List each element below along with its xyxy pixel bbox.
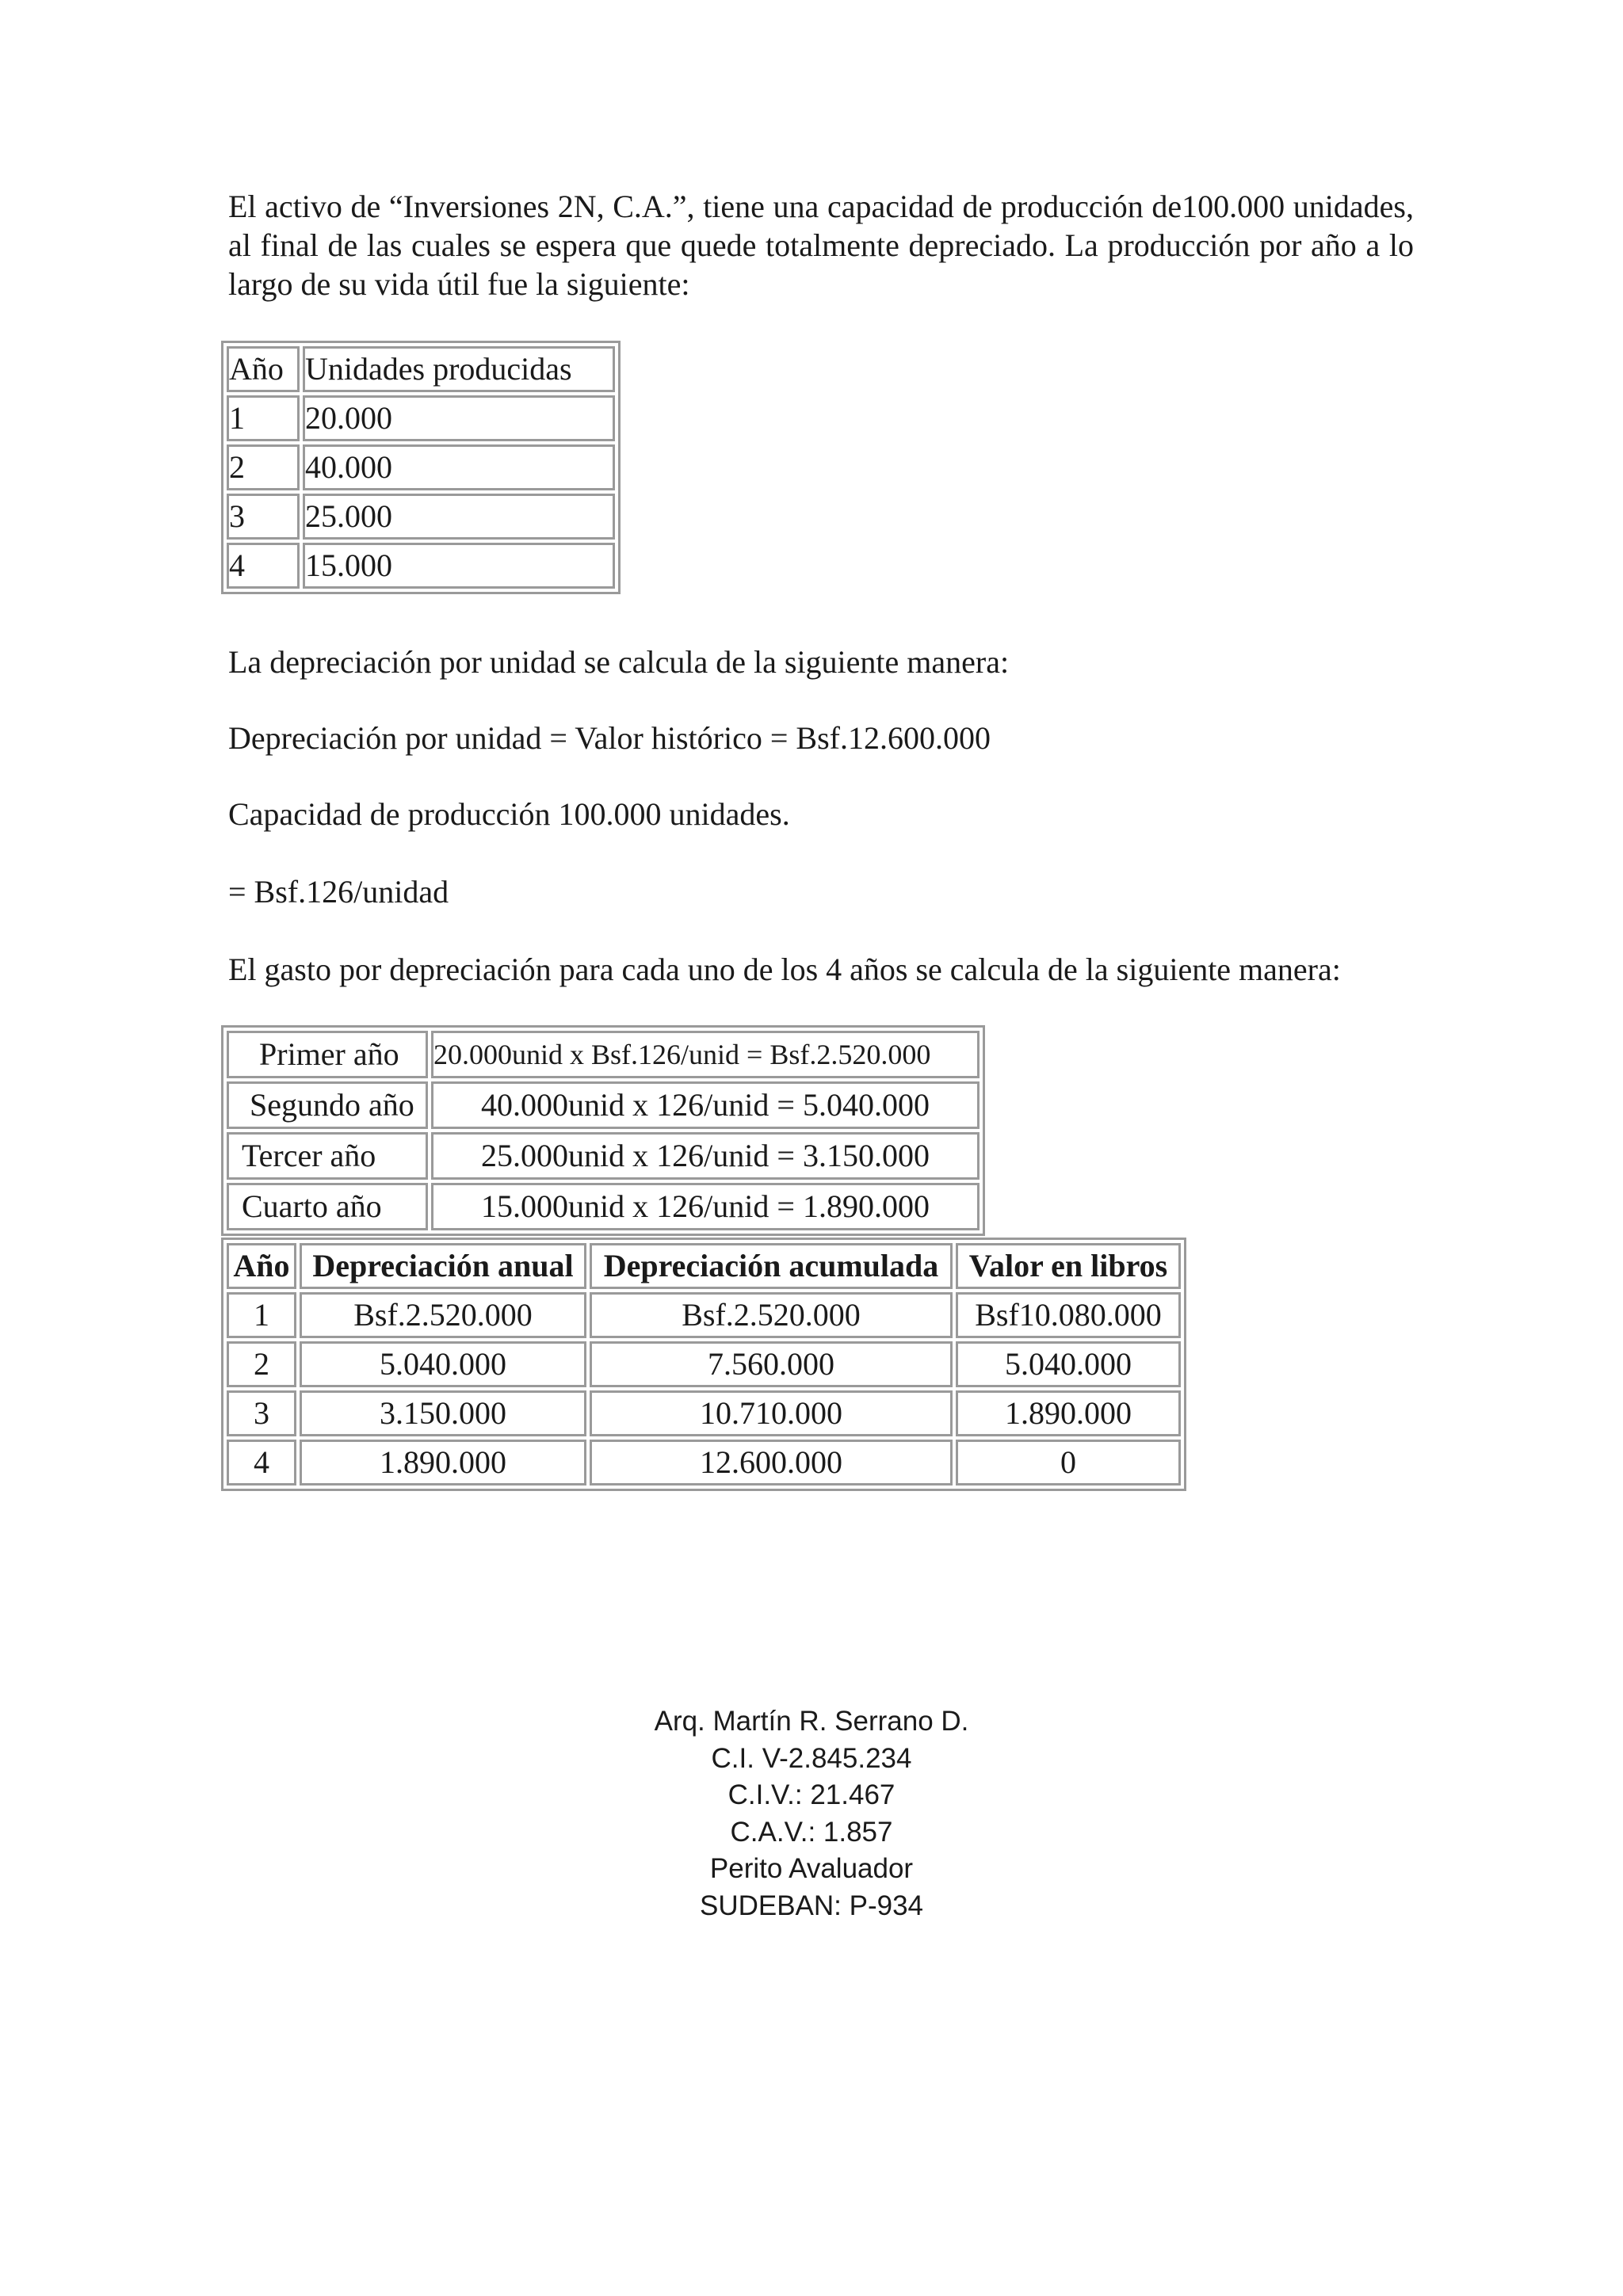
unit-rate-text: = Bsf.126/unidad: [228, 874, 449, 910]
signature-sudeban: SUDEBAN: P-934: [699, 1890, 924, 1921]
production-table: [221, 341, 621, 594]
annual-expense-intro-text: El gasto por depreciación para cada uno de los 4 años se calcula de la siguiente manera:: [228, 952, 1341, 987]
cell-annual-depreciation: 5.040.000: [300, 1341, 586, 1387]
cell-year: 3: [227, 1390, 296, 1436]
signature-id: C.I. V-2.845.234: [711, 1742, 912, 1774]
cell-units: 40.000: [303, 444, 615, 490]
table-row: [227, 543, 615, 589]
signature-block: [0, 1703, 1623, 1924]
cell-year: 4: [227, 543, 300, 589]
table-row: [227, 1341, 1181, 1387]
cell-annual-depreciation: Bsf.2.520.000: [300, 1292, 586, 1338]
header-cell-year: Año: [227, 346, 300, 392]
header-cell-accumulated-depreciation: Depreciación acumulada: [590, 1243, 953, 1289]
cell-year-label: Segundo año: [227, 1081, 428, 1129]
cell-book-value: 5.040.000: [956, 1341, 1181, 1387]
capacity-text: Capacidad de producción 100.000 unidades.: [228, 796, 790, 832]
signature-cav: C.A.V.: 1.857: [730, 1816, 893, 1848]
cell-year: 1: [227, 1292, 296, 1338]
depreciation-formula-text: Depreciación por unidad = Valor histórico = Bsf.12.600.000: [228, 720, 991, 756]
table-row: [227, 1440, 1181, 1486]
header-cell-units: Unidades producidas: [303, 346, 615, 392]
cell-year-label: Cuarto año: [227, 1183, 428, 1230]
table-row: [227, 1132, 980, 1180]
table-row: [227, 1183, 980, 1230]
cell-calculation: 20.000unid x Bsf.126/unid = Bsf.2.520.000: [431, 1031, 980, 1078]
signature-title: Perito Avaluador: [709, 1853, 914, 1884]
signature-name: Arq. Martín R. Serrano D.: [654, 1706, 969, 1737]
table-row: [227, 1292, 1181, 1338]
header-cell-year: Año: [227, 1243, 296, 1289]
table-header-row: [227, 1243, 1181, 1289]
cell-units: 15.000: [303, 543, 615, 589]
cell-accumulated-depreciation: 7.560.000: [590, 1341, 953, 1387]
signature-civ: C.I.V.: 21.467: [727, 1779, 896, 1810]
cell-year: 3: [227, 494, 300, 540]
cell-year: 4: [227, 1440, 296, 1486]
cell-book-value: Bsf10.080.000: [956, 1292, 1181, 1338]
cell-calculation: 40.000unid x 126/unid = 5.040.000: [431, 1081, 980, 1129]
depreciation-method-text: La depreciación por unidad se calcula de la siguiente manera:: [228, 644, 1010, 680]
cell-units: 25.000: [303, 494, 615, 540]
cell-book-value: 0: [956, 1440, 1181, 1486]
cell-units: 20.000: [303, 395, 615, 441]
cell-calculation: 15.000unid x 126/unid = 1.890.000: [431, 1183, 980, 1230]
cell-year: 1: [227, 395, 300, 441]
cell-annual-depreciation: 1.890.000: [300, 1440, 586, 1486]
cell-year-label: Primer año: [227, 1031, 428, 1078]
cell-accumulated-depreciation: 10.710.000: [590, 1390, 953, 1436]
table-row: [227, 1081, 980, 1129]
intro-paragraph: El activo de “Inversiones 2N, C.A.”, tiene una capacidad de producción de100.000 unidades, al final de las cuales se espera que quede totalmente depreciado. La producción por año a lo largo de su vida útil fue la siguiente:: [228, 189, 1414, 302]
cell-calculation: 25.000unid x 126/unid = 3.150.000: [431, 1132, 980, 1180]
header-cell-book-value: Valor en libros: [956, 1243, 1181, 1289]
cell-year: 2: [227, 1341, 296, 1387]
table-row: [227, 1031, 980, 1078]
cell-book-value: 1.890.000: [956, 1390, 1181, 1436]
annual-calculation-table: [221, 1025, 985, 1236]
depreciation-table: [221, 1238, 1186, 1491]
table-header-row: [227, 346, 615, 392]
cell-year-label: Tercer año: [227, 1132, 428, 1180]
table-row: [227, 395, 615, 441]
header-cell-annual-depreciation: Depreciación anual: [300, 1243, 586, 1289]
cell-accumulated-depreciation: Bsf.2.520.000: [590, 1292, 953, 1338]
table-row: [227, 494, 615, 540]
table-row: [227, 444, 615, 490]
cell-year: 2: [227, 444, 300, 490]
cell-annual-depreciation: 3.150.000: [300, 1390, 586, 1436]
cell-accumulated-depreciation: 12.600.000: [590, 1440, 953, 1486]
table-row: [227, 1390, 1181, 1436]
